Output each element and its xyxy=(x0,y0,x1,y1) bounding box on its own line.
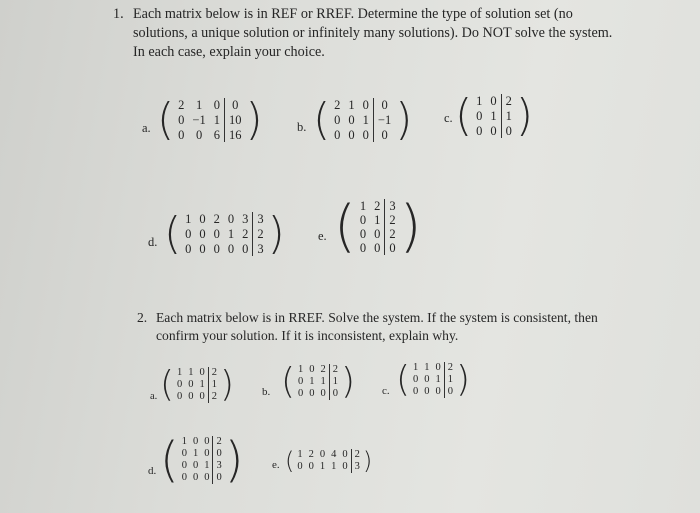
matrix-entry: 1 xyxy=(329,376,341,388)
matrix-entry: 0 xyxy=(204,448,210,460)
matrix-row xyxy=(174,127,245,142)
matrix-entry: 0 xyxy=(298,388,304,400)
matrix-entry: 2 xyxy=(178,98,185,113)
matrix-entry: 0 xyxy=(435,386,441,398)
matrix-entry: 0 xyxy=(185,226,192,241)
matrix-entry: 2 xyxy=(501,94,516,109)
matrix-entry: 1 xyxy=(490,108,497,123)
matrix-entry: 0 xyxy=(476,108,483,123)
matrix-entry: 0 xyxy=(192,472,199,484)
matrix-entry: 1 xyxy=(309,376,315,388)
q1-text xyxy=(133,5,612,62)
q2e-matrix xyxy=(285,449,372,474)
matrix-row xyxy=(295,364,341,376)
q1a-label: a. xyxy=(142,121,151,135)
matrix-entry: 0 xyxy=(424,386,430,398)
matrix-entries xyxy=(472,94,516,138)
augmented-matrix xyxy=(396,359,471,400)
matrix-entry: 0 xyxy=(359,213,367,227)
matrix-entry: 3 xyxy=(253,212,268,227)
q2e-label: e. xyxy=(272,459,280,471)
matrix-entry: 2 xyxy=(208,367,220,379)
matrix-entry: 1 xyxy=(320,376,326,388)
right-paren: ) xyxy=(341,361,356,402)
q1e-label: e. xyxy=(318,229,327,243)
left-paren: ( xyxy=(281,361,296,402)
matrix-entry: 1 xyxy=(331,461,337,473)
q1b-matrix xyxy=(313,94,413,145)
matrix-entry: 0 xyxy=(348,127,355,142)
right-paren: ) xyxy=(245,94,263,145)
augmented-matrix xyxy=(281,361,356,402)
left-paren: ( xyxy=(334,194,356,259)
matrix-row xyxy=(179,460,225,472)
matrix-entry: 1 xyxy=(192,448,199,460)
matrix-entry: 0 xyxy=(373,127,395,142)
matrix-entry: 0 xyxy=(213,98,220,113)
matrix-entry: 0 xyxy=(362,98,369,113)
matrix-row xyxy=(410,374,456,386)
matrix-row xyxy=(179,436,225,448)
q1a-matrix xyxy=(157,94,263,145)
matrix-entry: 1 xyxy=(476,94,483,109)
matrix-entry: 3 xyxy=(253,241,268,256)
matrix-entry: 2 xyxy=(329,364,341,376)
matrix-entry: 0 xyxy=(359,241,367,255)
augmented-matrix xyxy=(164,208,285,259)
matrix-entry: 1 xyxy=(501,109,516,124)
matrix-entry: 0 xyxy=(424,374,430,386)
matrix-entry: 2 xyxy=(385,227,400,241)
matrix-entry: 0 xyxy=(178,127,185,142)
matrix-entries xyxy=(295,364,341,400)
augmented-matrix xyxy=(313,94,413,145)
matrix-entry: 0 xyxy=(309,388,315,400)
augmented-matrix xyxy=(160,364,235,405)
matrix-entries xyxy=(294,449,363,473)
matrix-entry: 3 xyxy=(351,461,363,473)
matrix-row xyxy=(181,241,268,256)
q2b-label: b. xyxy=(262,386,271,398)
matrix-entry: 0 xyxy=(374,241,381,255)
matrix-row xyxy=(174,379,220,391)
matrix-entry: 0 xyxy=(213,472,225,484)
matrix-row xyxy=(330,98,395,113)
matrix-row xyxy=(174,113,245,128)
matrix-entry: 2 xyxy=(320,364,326,376)
matrix-entry: 2 xyxy=(444,362,456,374)
matrix-entry: 0 xyxy=(199,212,206,227)
matrix-entry: 2 xyxy=(308,449,314,461)
matrix-entry: 16 xyxy=(224,127,245,142)
matrix-entry: 1 xyxy=(177,367,183,379)
matrix-entry: 0 xyxy=(181,460,187,472)
q2-line-2: confirm your solution. If it is inconsistent, explain why. xyxy=(156,328,459,343)
matrix-entry: 0 xyxy=(199,241,206,256)
matrix-entry: 10 xyxy=(224,113,245,128)
matrix-entry: 2 xyxy=(213,212,220,227)
matrix-row xyxy=(356,227,400,241)
matrix-entry: 0 xyxy=(329,388,341,400)
matrix-entry: 0 xyxy=(213,241,220,256)
matrix-entry: 0 xyxy=(181,448,187,460)
matrix-entry: 0 xyxy=(213,226,220,241)
matrix-entry: 0 xyxy=(334,127,341,142)
matrix-entry: 1 xyxy=(227,226,235,241)
matrix-entries xyxy=(181,212,268,256)
matrix-entry: 0 xyxy=(373,98,395,113)
matrix-row xyxy=(181,227,268,242)
matrix-entry: 2 xyxy=(374,199,381,213)
matrix-entries xyxy=(179,436,225,484)
matrix-row xyxy=(356,213,400,227)
matrix-entry: 1 xyxy=(199,379,205,391)
matrix-entry: 1 xyxy=(444,374,456,386)
augmented-matrix xyxy=(160,432,244,488)
matrix-entry: 0 xyxy=(501,123,516,138)
q1-line-2: solutions, a unique solution or infinitely many solutions). Do NOT solve the system. xyxy=(133,25,613,41)
matrix-entry: 0 xyxy=(490,123,497,138)
matrix-entry: 0 xyxy=(444,386,456,398)
matrix-entry: 1 xyxy=(413,362,419,374)
matrix-entries xyxy=(410,362,456,398)
matrix-row xyxy=(410,386,456,398)
q1e-matrix xyxy=(334,194,422,259)
matrix-row xyxy=(330,113,395,128)
matrix-entry: 0 xyxy=(385,241,400,255)
matrix-entry: 1 xyxy=(208,379,220,391)
q2b-matrix xyxy=(281,361,356,402)
q2c-matrix xyxy=(396,359,471,400)
matrix-entry: 0 xyxy=(359,227,367,241)
matrix-entry: 2 xyxy=(213,436,225,448)
matrix-entry: 1 xyxy=(359,199,367,213)
matrix-entry: 0 xyxy=(362,127,369,142)
matrix-entry: 0 xyxy=(177,379,183,391)
q2c-label: c. xyxy=(382,385,390,397)
matrix-row xyxy=(472,109,516,124)
right-paren: ) xyxy=(399,194,422,259)
matrix-entry: 3 xyxy=(242,212,249,227)
matrix-entry: 2 xyxy=(253,227,268,242)
matrix-entry: 1 xyxy=(435,374,441,386)
matrix-entry: 2 xyxy=(351,449,363,461)
matrix-entry: 0 xyxy=(320,388,326,400)
left-paren: ( xyxy=(396,359,411,400)
right-paren: ) xyxy=(220,364,235,405)
matrix-entry: 0 xyxy=(298,376,304,388)
q2d-label: d. xyxy=(148,465,157,477)
matrix-entry: 1 xyxy=(185,212,192,227)
matrix-entry: 0 xyxy=(348,112,355,127)
augmented-matrix xyxy=(334,194,422,259)
matrix-row xyxy=(472,123,516,138)
matrix-entry: 1 xyxy=(319,461,326,473)
matrix-entry: 0 xyxy=(334,112,341,127)
matrix-entry: 0 xyxy=(297,461,303,473)
matrix-entry: 0 xyxy=(204,472,210,484)
q2d-matrix xyxy=(160,432,244,488)
left-paren: ( xyxy=(160,432,179,488)
matrix-entry: 0 xyxy=(224,98,245,113)
matrix-entry: 2 xyxy=(334,98,341,113)
q1c-matrix xyxy=(455,90,534,141)
left-paren: ( xyxy=(164,208,182,259)
matrix-entry: 0 xyxy=(476,123,483,138)
matrix-entry: 0 xyxy=(199,367,205,379)
matrix-entry: 1 xyxy=(362,112,369,127)
matrix-entry: 1 xyxy=(181,436,187,448)
matrix-row xyxy=(295,388,341,400)
q1c-label: c. xyxy=(444,111,453,125)
matrix-entry: 0 xyxy=(181,472,187,484)
matrix-row xyxy=(294,449,363,461)
matrix-entry: 2 xyxy=(208,391,220,403)
matrix-entry: 1 xyxy=(298,364,304,376)
matrix-row xyxy=(356,199,400,213)
matrix-entry: 1 xyxy=(213,112,220,127)
matrix-entry: 1 xyxy=(195,98,203,113)
matrix-entry: −1 xyxy=(192,112,206,127)
matrix-entry: 0 xyxy=(213,448,225,460)
matrix-entry: 1 xyxy=(424,362,430,374)
matrix-row xyxy=(174,98,245,113)
q2a-label: a. xyxy=(150,391,158,402)
matrix-entry: 0 xyxy=(188,379,194,391)
matrix-entries xyxy=(174,367,220,403)
matrix-entry: 0 xyxy=(413,374,419,386)
matrix-entry: 0 xyxy=(309,364,315,376)
matrix-entry: 1 xyxy=(297,449,303,461)
q1d-label: d. xyxy=(148,235,158,249)
matrix-entry: 0 xyxy=(308,461,314,473)
q1-number: 1. xyxy=(113,6,124,22)
matrix-row xyxy=(295,376,341,388)
matrix-entry: 0 xyxy=(188,391,194,403)
matrix-entry: 3 xyxy=(385,199,400,213)
q2-number: 2. xyxy=(137,310,148,325)
matrix-entry: 0 xyxy=(319,449,326,461)
matrix-entry: 1 xyxy=(204,460,210,472)
right-paren: ) xyxy=(267,208,285,259)
matrix-entry: 0 xyxy=(199,226,206,241)
right-paren: ) xyxy=(456,359,471,400)
q1-line-1: Each matrix below is in REF or RREF. Determine the type of solution set (no xyxy=(133,6,573,22)
q1b-label: b. xyxy=(297,120,307,134)
matrix-row xyxy=(179,448,225,460)
matrix-row xyxy=(410,362,456,374)
matrix-row xyxy=(294,461,363,473)
matrix-entry: 0 xyxy=(342,449,348,461)
matrix-row xyxy=(330,127,395,142)
matrix-entry: 0 xyxy=(227,241,235,256)
matrix-entry: 0 xyxy=(413,386,419,398)
left-paren: ( xyxy=(157,94,175,145)
matrix-entry: 0 xyxy=(177,391,183,403)
matrix-entry: 0 xyxy=(227,212,235,227)
matrix-entry: 0 xyxy=(178,112,185,127)
matrix-entry: 0 xyxy=(374,227,381,241)
matrix-row xyxy=(174,367,220,379)
matrix-row xyxy=(179,472,225,484)
q1-line-3: In each case, explain your choice. xyxy=(133,44,325,60)
matrix-row xyxy=(472,94,516,109)
matrix-entry: 0 xyxy=(185,241,192,256)
right-paren: ) xyxy=(395,94,413,145)
augmented-matrix xyxy=(285,449,372,473)
q2-line-1: Each matrix below is in RREF. Solve the system. If the system is consistent, then xyxy=(156,310,598,325)
matrix-entry: 4 xyxy=(331,449,337,461)
matrix-entry: 0 xyxy=(195,127,203,142)
matrix-entry: 1 xyxy=(348,98,355,113)
matrix-entry: 0 xyxy=(192,436,199,448)
q1d-matrix xyxy=(164,208,285,259)
augmented-matrix xyxy=(157,94,263,145)
matrix-entry: 0 xyxy=(490,94,497,109)
matrix-entry: 2 xyxy=(385,213,400,227)
q2a-matrix xyxy=(160,364,235,405)
matrix-entry: 0 xyxy=(192,460,199,472)
matrix-entry: 1 xyxy=(374,213,381,227)
matrix-entry: 6 xyxy=(213,127,220,142)
matrix-entry: 0 xyxy=(342,461,348,473)
matrix-row xyxy=(174,391,220,403)
matrix-row xyxy=(356,241,400,255)
matrix-entry: 1 xyxy=(188,367,194,379)
left-paren: ( xyxy=(313,94,331,145)
q2-text xyxy=(156,309,598,345)
matrix-entry: 0 xyxy=(199,391,205,403)
matrix-entry: 0 xyxy=(435,362,441,374)
matrix-entries xyxy=(174,98,245,142)
left-paren: ( xyxy=(285,447,295,475)
left-paren: ( xyxy=(455,90,473,141)
right-paren: ) xyxy=(224,432,244,488)
right-paren: ) xyxy=(515,90,534,141)
matrix-entry: 2 xyxy=(242,226,249,241)
left-paren: ( xyxy=(160,364,175,405)
matrix-entry: −1 xyxy=(373,113,395,128)
matrix-entries xyxy=(356,199,400,255)
matrix-entry: 0 xyxy=(204,436,210,448)
matrix-row xyxy=(181,212,268,227)
right-paren: ) xyxy=(362,447,373,475)
matrix-entry: 0 xyxy=(242,241,249,256)
augmented-matrix xyxy=(455,90,534,141)
matrix-entry: 3 xyxy=(213,460,225,472)
matrix-entries xyxy=(330,98,395,142)
